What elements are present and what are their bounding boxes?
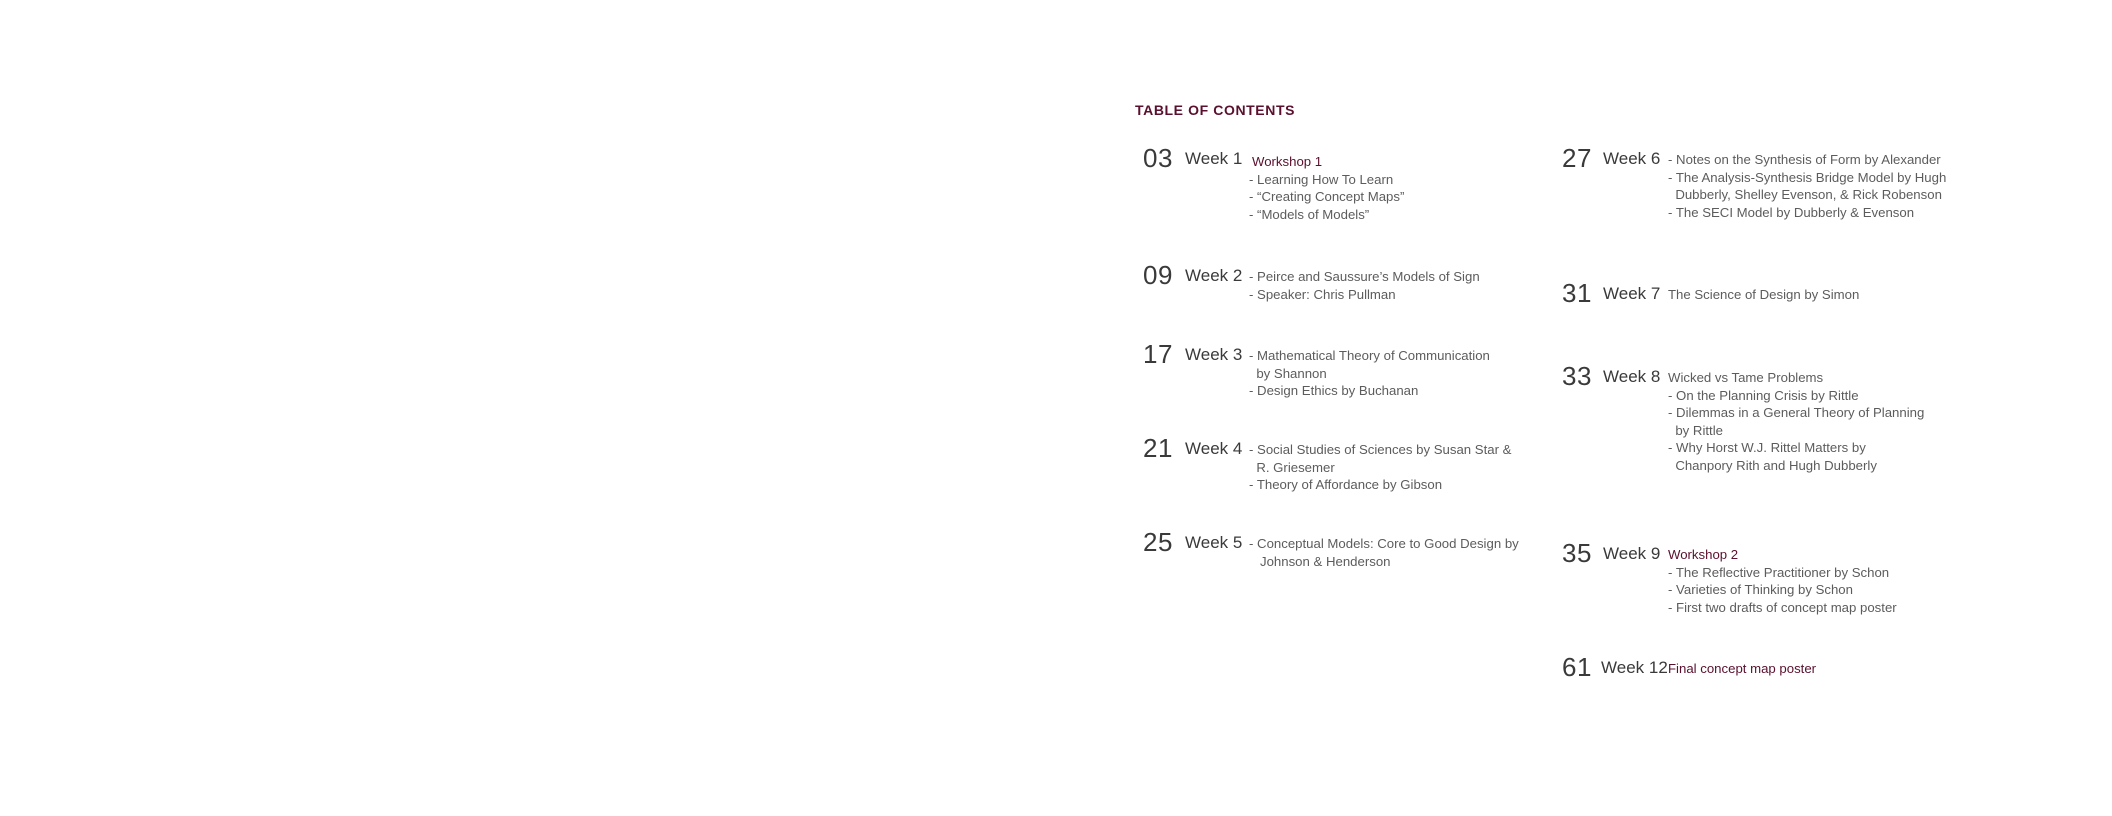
entry-line: - Social Studies of Sciences by Susan Star & [1249, 442, 1512, 457]
entry-line: Workshop 2 [1668, 547, 1739, 562]
week-label: Week 2 [1185, 266, 1243, 285]
entry-line: - Notes on the Synthesis of Form by Alexander [1668, 152, 1941, 167]
week-label: Week 5 [1185, 533, 1243, 552]
page-number: 21 [1143, 433, 1173, 463]
entry-items [1668, 660, 1816, 678]
week-label: Week 1 [1185, 149, 1243, 168]
entry-items [1249, 268, 1480, 303]
entry-line: - The SECI Model by Dubberly & Evenson [1668, 204, 1915, 220]
entry-items [1668, 151, 1946, 221]
entry-line: Dubberly, Shelley Evenson, & Rick Robenson [1668, 187, 1942, 203]
week-label: Week 3 [1185, 345, 1243, 364]
entry-items [1249, 535, 1519, 570]
entry-line: - Theory of Affordance by Gibson [1249, 477, 1443, 493]
right-page [1056, 0, 2112, 816]
page-number: 17 [1143, 339, 1173, 369]
entry-line: - “Models of Models” [1249, 206, 1370, 222]
page-number: 27 [1562, 143, 1592, 173]
entry-line: - Mathematical Theory of Communication [1249, 348, 1490, 363]
entry-line: Johnson & Henderson [1249, 553, 1391, 569]
entry-items [1668, 369, 1924, 475]
entry-line: by Shannon [1249, 365, 1327, 381]
entry-items [1668, 546, 1897, 616]
entry-line: Workshop 1 [1252, 154, 1323, 169]
entry-line: - Design Ethics by Buchanan [1249, 383, 1419, 399]
week-label: Week 12 [1601, 658, 1668, 677]
entry-line: - First two drafts of concept map poster [1668, 599, 1897, 615]
entry-line: - “Creating Concept Maps” [1249, 189, 1405, 205]
entry-line: - On the Planning Crisis by Rittle [1668, 387, 1859, 403]
entry-line: R. Griesemer [1249, 459, 1335, 475]
page-number: 35 [1562, 538, 1592, 568]
entry-line: Final concept map poster [1668, 661, 1817, 676]
page-number: 03 [1143, 143, 1173, 173]
entry-line: - The Reflective Practitioner by Schon [1668, 564, 1890, 580]
entry-line: - The Analysis-Synthesis Bridge Model by Hugh [1668, 169, 1947, 185]
entry-items [1668, 286, 1859, 304]
entry-line: The Science of Design by Simon [1668, 287, 1860, 302]
page-number: 31 [1562, 278, 1592, 308]
week-label: Week 7 [1603, 284, 1661, 303]
week-label: Week 9 [1603, 544, 1661, 563]
entry-line: Chanpory Rith and Hugh Dubberly [1668, 457, 1877, 473]
entry-line: - Dilemmas in a General Theory of Planning [1668, 405, 1925, 421]
entry-line: - Peirce and Saussure’s Models of Sign [1249, 269, 1480, 284]
entry-items [1249, 441, 1511, 494]
entry-line: - Varieties of Thinking by Schon [1668, 582, 1853, 598]
week-label: Week 4 [1185, 439, 1243, 458]
entry-line: by Rittle [1668, 422, 1723, 438]
entry-line: Wicked vs Tame Problems [1668, 370, 1824, 385]
week-label: Week 8 [1603, 367, 1661, 386]
toc-title: TABLE OF CONTENTS [1135, 102, 1296, 118]
page-number: 33 [1562, 361, 1592, 391]
entry-line: - Conceptual Models: Core to Good Design by [1249, 536, 1519, 551]
entry-line: - Speaker: Chris Pullman [1249, 286, 1396, 302]
entry-items [1249, 347, 1490, 400]
entry-items [1249, 153, 1404, 223]
entry-line: - Why Horst W.J. Rittel Matters by [1668, 440, 1866, 456]
week-label: Week 6 [1603, 149, 1661, 168]
page-number: 25 [1143, 527, 1173, 557]
page-number: 09 [1143, 260, 1173, 290]
entry-line: - Learning How To Learn [1249, 171, 1394, 187]
page-number: 61 [1562, 652, 1592, 682]
